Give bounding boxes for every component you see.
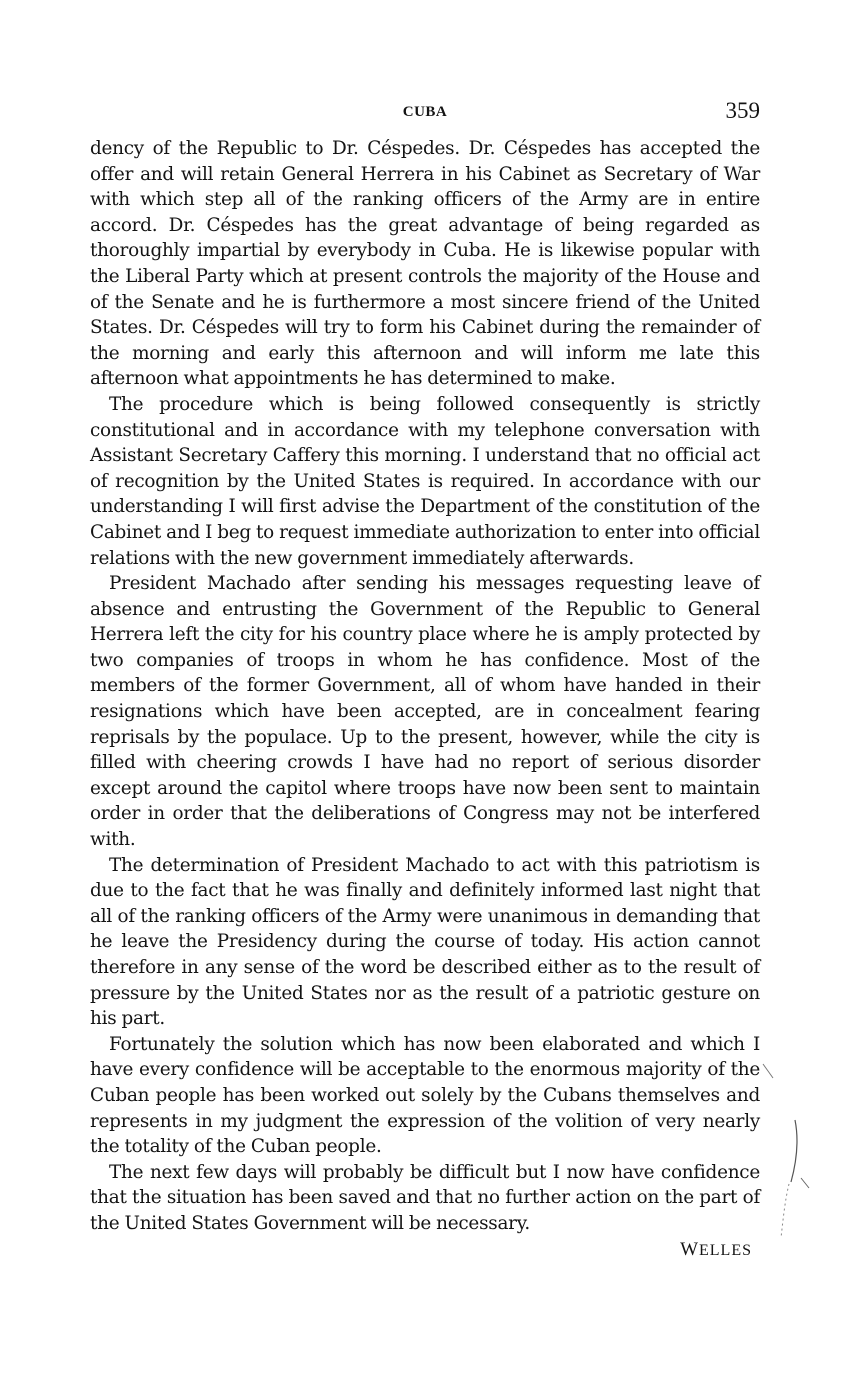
running-head: CUBA: [402, 104, 448, 120]
paragraph-6: The next few days will probably be difficult but I now have confidence that the situation has been saved and that no further action on the part of the United States Government will be necessary.: [90, 1161, 760, 1234]
signature: [90, 1239, 760, 1261]
document-page: [90, 96, 760, 1261]
paragraph-3: President Machado after sending his messages requesting leave of absence and entrusting the Government of the Republic to General Herrera left the city for his country place where he is amply protected by two companies of troops in whom he has confidence. Most of the members of the former Government, all of whom have handed in their resignations which have been accepted, are in concealment fearing reprisals by the populace. Up to the present, however, while the city is filled with cheering crowds I have had no report of serious disorder except around the capitol where troops have now been sent to maintain order in order that the deliberations of Congress may not be interfered with.: [90, 573, 760, 851]
body-text: [90, 136, 760, 1237]
signature-initial: W: [680, 1238, 699, 1260]
margin-annotation-mark: [755, 1060, 815, 1260]
page-header: [90, 96, 760, 136]
paragraph-5: Fortunately the solution which has now been elaborated and which I have every confidence will be acceptable to the enormous majority of the Cuban people has been worked out solely by the Cubans themselves and represents in my judgment the expression of the volition of very nearly the totality of the Cuban people.: [90, 1033, 760, 1158]
paragraph-1: dency of the Republic to Dr. Céspedes. Dr. Céspedes has accepted the offer and will retain General Herrera in his Cabinet as Secretary of War with which step all of the ranking officers of the Army are in entire accord. Dr. Céspedes has the great advantage of being regarded as thoroughly impartial by everybody in Cuba. He is likewise popular with the Liberal Party which at present controls the majority of the House and of the Senate and he is furthermore a most sincere friend of the United States. Dr. Céspedes will try to form his Cabinet during the remainder of the morning and early this afternoon and will inform me late this afternoon what appointments he has determined to make.: [90, 138, 760, 390]
paragraph-4: The determination of President Machado to act with this patriotism is due to the fact that he was finally and definitely informed last night that all of the ranking officers of the Army were unanimous in demanding that he leave the Presidency during the course of today. His action cannot therefore in any sense of the word be described either as to the result of pressure by the United States nor as the result of a patriotic gesture on his part.: [90, 854, 760, 1030]
signature-rest: ELLES: [699, 1241, 752, 1259]
paragraph-2: The procedure which is being followed consequently is strictly constitutional and in accordance with my telephone conversation with Assistant Secretary Caffery this morning. I understand that no official act of recognition by the United States is required. In accordance with our understanding I will first advise the Department of the constitution of the Cabinet and I beg to request immediate authorization to enter into official relations with the new government immediately afterwards.: [90, 393, 760, 569]
page-number: 359: [725, 98, 760, 123]
